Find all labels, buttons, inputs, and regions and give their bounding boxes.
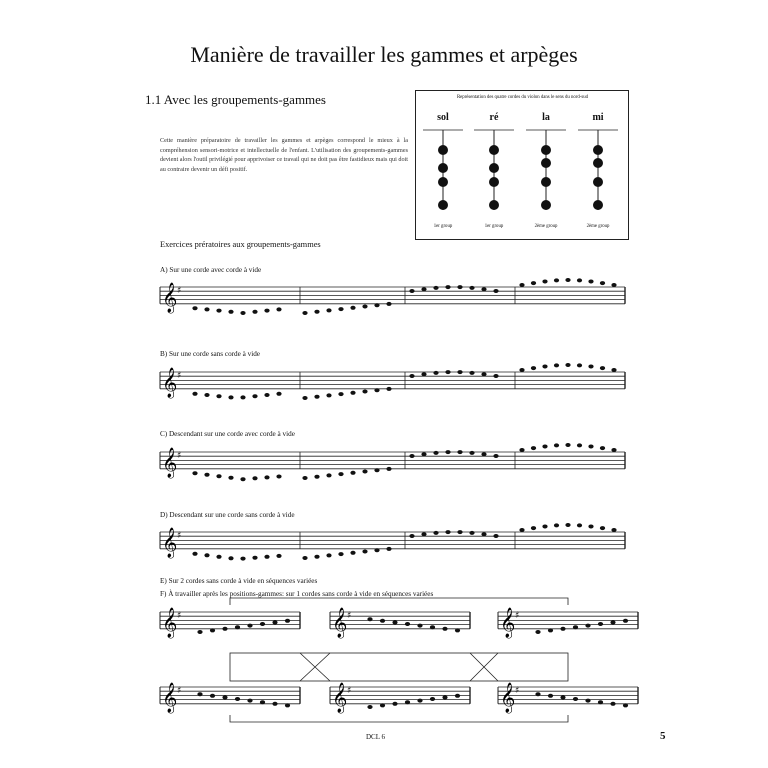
- finger-dot: [541, 145, 551, 155]
- staff-b-note: [588, 364, 593, 368]
- staff-f5-note: [430, 697, 435, 701]
- footer-code: DCL 6: [366, 733, 385, 741]
- staff-f3-note: [560, 627, 565, 631]
- staff-a-note: [386, 302, 391, 306]
- treble-clef-icon: 𝄞: [332, 608, 348, 638]
- staff-f1-note: [260, 622, 265, 626]
- staff-d-note: [493, 534, 498, 538]
- exercise-label-f: F) À travailler après les positions-gammes: sur 1 cordes sans corde à vide en séquences variées: [160, 590, 434, 598]
- staff-c-note: [204, 473, 209, 477]
- staff-b-note: [519, 368, 524, 372]
- staff-f5-note: [417, 699, 422, 703]
- staff-c-note: [264, 475, 269, 479]
- staff-c-note: [252, 476, 257, 480]
- staff-b-note: [276, 392, 281, 396]
- staff-d-note: [433, 531, 438, 535]
- staff-f5-note: [367, 705, 372, 709]
- staff-a-note: [216, 309, 221, 313]
- staff-b-note: [542, 364, 547, 368]
- staff-f4-note: [235, 697, 240, 701]
- staff-f1-note: [235, 625, 240, 629]
- staff-d-note: [374, 548, 379, 552]
- staff-a-note: [577, 278, 582, 282]
- staff-d-note: [565, 523, 570, 527]
- staff-f4-note: [272, 702, 277, 706]
- staff-f5-note: [442, 695, 447, 699]
- finger-dot: [438, 177, 448, 187]
- finger-dot: [438, 145, 448, 155]
- staff-f3-note: [535, 630, 540, 634]
- staff-b-note: [611, 368, 616, 372]
- staff-d-note: [588, 524, 593, 528]
- staff-c-note: [228, 476, 233, 480]
- staff-a-note: [481, 287, 486, 291]
- staff-a-note: [362, 305, 367, 309]
- group-label-la: 2ème group: [534, 224, 558, 229]
- treble-clef-icon: 𝄞: [332, 683, 348, 713]
- staff-d-note: [611, 528, 616, 532]
- staff-d-note: [421, 532, 426, 536]
- sharp-icon: ♯: [515, 686, 520, 696]
- staff-d-note: [457, 530, 462, 534]
- staff-f6-note: [548, 694, 553, 698]
- treble-clef-icon: 𝄞: [162, 283, 178, 313]
- string-name-sol: sol: [437, 112, 449, 123]
- staff-b-note: [409, 374, 414, 378]
- staff-c-note: [565, 443, 570, 447]
- staff-b-note: [374, 388, 379, 392]
- sharp-icon: ♯: [177, 286, 182, 296]
- staff-a-note: [588, 279, 593, 283]
- staff-c-note: [577, 443, 582, 447]
- staff-b-note: [338, 392, 343, 396]
- staff-f1-note: [272, 620, 277, 624]
- staff-b-note: [554, 363, 559, 367]
- staff-b-note: [565, 363, 570, 367]
- sequence-top-bracket: [230, 598, 568, 605]
- staff-c-note: [314, 475, 319, 479]
- exercise-label-c: C) Descendant sur une corde avec corde à vide: [160, 430, 295, 438]
- staff-f2-note: [405, 622, 410, 626]
- staff-c-note: [421, 452, 426, 456]
- staff-c-note: [611, 448, 616, 452]
- string-name-la: la: [542, 112, 550, 123]
- sharp-icon: ♯: [347, 686, 352, 696]
- staff-d-note: [204, 553, 209, 557]
- staff-f2-note: [392, 620, 397, 624]
- finger-dot: [593, 145, 603, 155]
- staff-f1-note: [247, 624, 252, 628]
- staff-c-note: [433, 451, 438, 455]
- staff-b-note: [421, 372, 426, 376]
- staff-f6-note: [623, 703, 628, 707]
- staff-d-note: [326, 553, 331, 557]
- staff-f3-note: [585, 624, 590, 628]
- staff-f5-note: [392, 702, 397, 706]
- sharp-icon: ♯: [177, 611, 182, 621]
- staff-c-note: [542, 444, 547, 448]
- staff-c-note: [386, 467, 391, 471]
- staff-d-note: [577, 523, 582, 527]
- staff-a-note: [421, 287, 426, 291]
- staff-f2-note: [455, 628, 460, 632]
- staff-f4-note: [260, 700, 265, 704]
- staff-d-note: [314, 555, 319, 559]
- finger-dot: [489, 177, 499, 187]
- staff-f2-note: [417, 624, 422, 628]
- staff-b-note: [600, 366, 605, 370]
- staff-f4-note: [285, 703, 290, 707]
- treble-clef-icon: 𝄞: [500, 683, 516, 713]
- staff-c-note: [588, 444, 593, 448]
- staff-c-note: [240, 477, 245, 481]
- staff-a-note: [542, 279, 547, 283]
- staff-f6-note: [573, 697, 578, 701]
- finger-dot: [438, 163, 448, 173]
- staff-d-note: [240, 557, 245, 561]
- staff-c-note: [374, 468, 379, 472]
- staff-a-note: [276, 307, 281, 311]
- staff-f4-note: [222, 695, 227, 699]
- staff-c-note: [457, 450, 462, 454]
- sharp-icon: ♯: [177, 451, 182, 461]
- staff-c-note: [493, 454, 498, 458]
- staff-f2-note: [430, 625, 435, 629]
- staff-a-note: [374, 303, 379, 307]
- strings-diagram-caption: Représentation des quatre cordes du violon dans le sens du nord-sud: [456, 95, 589, 100]
- staff-b-note: [469, 371, 474, 375]
- staff-f1-note: [197, 630, 202, 634]
- staff-d-note: [445, 530, 450, 534]
- staff-a-note: [457, 285, 462, 289]
- staff-a-note: [204, 307, 209, 311]
- staff-d-note: [409, 534, 414, 538]
- staff-f6-note: [585, 699, 590, 703]
- staff-f5-note: [405, 700, 410, 704]
- finger-dot: [593, 200, 603, 210]
- staff-a-note: [240, 311, 245, 315]
- staff-c-note: [350, 471, 355, 475]
- staff-f3-note: [598, 622, 603, 626]
- staff-a-note: [433, 286, 438, 290]
- staff-d-note: [338, 552, 343, 556]
- staff-a-note: [228, 310, 233, 314]
- staff-a-note: [531, 281, 536, 285]
- staff-a-note: [264, 309, 269, 313]
- staff-b-note: [362, 390, 367, 394]
- staff-a-note: [314, 310, 319, 314]
- staff-a-note: [350, 306, 355, 310]
- sharp-icon: ♯: [177, 371, 182, 381]
- staff-f3-note: [610, 620, 615, 624]
- staff-a-note: [326, 308, 331, 312]
- sequence-connector-frame: [230, 653, 568, 681]
- sharp-icon: ♯: [347, 611, 352, 621]
- staff-c-note: [302, 476, 307, 480]
- staff-d-note: [531, 526, 536, 530]
- sharp-icon: ♯: [177, 531, 182, 541]
- staff-b-note: [481, 372, 486, 376]
- staff-f1-note: [285, 619, 290, 623]
- staff-b-note: [577, 363, 582, 367]
- staff-c-note: [362, 470, 367, 474]
- sharp-icon: ♯: [515, 611, 520, 621]
- exercise-label-a: A) Sur une corde avec corde à vide: [160, 266, 262, 274]
- staff-a-note: [611, 283, 616, 287]
- sharp-icon: ♯: [177, 686, 182, 696]
- staff-d-note: [469, 531, 474, 535]
- staff-d-note: [542, 524, 547, 528]
- staff-f6-note: [560, 695, 565, 699]
- staff-f4-note: [197, 692, 202, 696]
- exercise-label-b: B) Sur une corde sans corde à vide: [160, 350, 260, 358]
- treble-clef-icon: 𝄞: [162, 448, 178, 478]
- staff-a-note: [565, 278, 570, 282]
- staff-b-note: [240, 395, 245, 399]
- intro-paragraph: Cette manière préparatoire de travailler les gammes et arpèges correspond le mieux à la compréhension sensori-motrice et intellectuelle de l'enfant. L'utilisation des groupements-gammes devient alors l'outil privilégié pour apprivoiser ce travail qui ne doit pas être fastidieux mais qui doit au contraire devenir un défi positif.: [160, 137, 408, 173]
- page-title: Manière de travailler les gammes et arpèges: [190, 42, 578, 67]
- staff-b-note: [264, 393, 269, 397]
- staff-a-note: [445, 285, 450, 289]
- staff-b-note: [445, 370, 450, 374]
- staff-d-note: [386, 547, 391, 551]
- staff-d-note: [216, 555, 221, 559]
- staff-a-note: [493, 289, 498, 293]
- finger-dot: [541, 177, 551, 187]
- finger-dot: [541, 200, 551, 210]
- staff-b-note: [302, 396, 307, 400]
- string-name-re: ré: [489, 112, 499, 123]
- staff-c-note: [469, 451, 474, 455]
- staff-d-note: [302, 556, 307, 560]
- section-heading: 1.1 Avec les groupements-gammes: [145, 92, 326, 107]
- staff-c-note: [326, 473, 331, 477]
- staff-b-note: [216, 394, 221, 398]
- treble-clef-icon: 𝄞: [162, 608, 178, 638]
- staff-f5-note: [455, 694, 460, 698]
- group-label-re: 1er group: [484, 224, 504, 229]
- staff-f6-note: [535, 692, 540, 696]
- finger-dot: [593, 158, 603, 168]
- staff-b-note: [326, 393, 331, 397]
- staff-f6-note: [610, 702, 615, 706]
- staff-c-note: [519, 448, 524, 452]
- sequence-bottom-bracket: [230, 715, 568, 722]
- treble-clef-icon: 𝄞: [162, 528, 178, 558]
- staff-b-note: [314, 395, 319, 399]
- staff-b-note: [192, 392, 197, 396]
- staff-d-note: [228, 556, 233, 560]
- finger-dot: [593, 177, 603, 187]
- treble-clef-icon: 𝄞: [500, 608, 516, 638]
- string-name-mi: mi: [592, 112, 604, 123]
- staff-f4-note: [247, 699, 252, 703]
- staff-c-note: [338, 472, 343, 476]
- staff-b-note: [433, 371, 438, 375]
- staff-b-note: [531, 366, 536, 370]
- staff-b-note: [386, 387, 391, 391]
- staff-b-note: [252, 394, 257, 398]
- staff-c-note: [481, 452, 486, 456]
- staff-c-note: [554, 443, 559, 447]
- exercises-heading: Exercices prératoires aux groupements-gammes: [160, 240, 321, 249]
- staff-f5-note: [380, 703, 385, 707]
- finger-dot: [541, 158, 551, 168]
- staff-d-note: [264, 555, 269, 559]
- staff-a-note: [338, 307, 343, 311]
- staff-d-note: [600, 526, 605, 530]
- staff-a-note: [302, 311, 307, 315]
- staff-d-note: [252, 556, 257, 560]
- staff-c-note: [216, 474, 221, 478]
- staff-a-note: [252, 310, 257, 314]
- staff-a-note: [192, 306, 197, 310]
- finger-dot: [489, 200, 499, 210]
- staff-b-note: [457, 370, 462, 374]
- staff-c-note: [192, 471, 197, 475]
- staff-a-note: [600, 281, 605, 285]
- staff-f2-note: [442, 627, 447, 631]
- staff-c-note: [445, 450, 450, 454]
- staff-f1-note: [210, 628, 215, 632]
- staff-b-note: [350, 391, 355, 395]
- staff-f3-note: [573, 625, 578, 629]
- staff-d-note: [481, 532, 486, 536]
- staff-c-note: [409, 454, 414, 458]
- staff-b-note: [204, 393, 209, 397]
- staff-b-note: [493, 374, 498, 378]
- staff-f3-note: [623, 619, 628, 623]
- group-label-sol: 1er group: [433, 224, 453, 229]
- staff-f3-note: [548, 628, 553, 632]
- staff-f4-note: [210, 694, 215, 698]
- page-number: 5: [660, 730, 666, 742]
- treble-clef-icon: 𝄞: [162, 368, 178, 398]
- exercise-label-e: E) Sur 2 cordes sans corde à vide en séquences variées: [160, 577, 318, 585]
- staff-d-note: [519, 528, 524, 532]
- group-label-mi: 2ème group: [586, 224, 610, 229]
- staff-c-note: [600, 446, 605, 450]
- staff-f2-note: [367, 617, 372, 621]
- staff-f6-note: [598, 700, 603, 704]
- finger-dot: [438, 200, 448, 210]
- staff-a-note: [519, 283, 524, 287]
- staff-d-note: [362, 550, 367, 554]
- staff-b-note: [228, 395, 233, 399]
- staff-f2-note: [380, 619, 385, 623]
- staff-c-note: [276, 475, 281, 479]
- staff-d-note: [554, 523, 559, 527]
- staff-c-note: [531, 446, 536, 450]
- treble-clef-icon: 𝄞: [162, 683, 178, 713]
- staff-d-note: [276, 554, 281, 558]
- staff-a-note: [409, 289, 414, 293]
- finger-dot: [489, 145, 499, 155]
- staff-a-note: [554, 278, 559, 282]
- finger-dot: [489, 163, 499, 173]
- staff-d-note: [192, 552, 197, 556]
- staff-a-note: [469, 286, 474, 290]
- exercise-label-d: D) Descendant sur une corde sans corde à vide: [160, 511, 295, 519]
- staff-d-note: [350, 551, 355, 555]
- staff-f1-note: [222, 627, 227, 631]
